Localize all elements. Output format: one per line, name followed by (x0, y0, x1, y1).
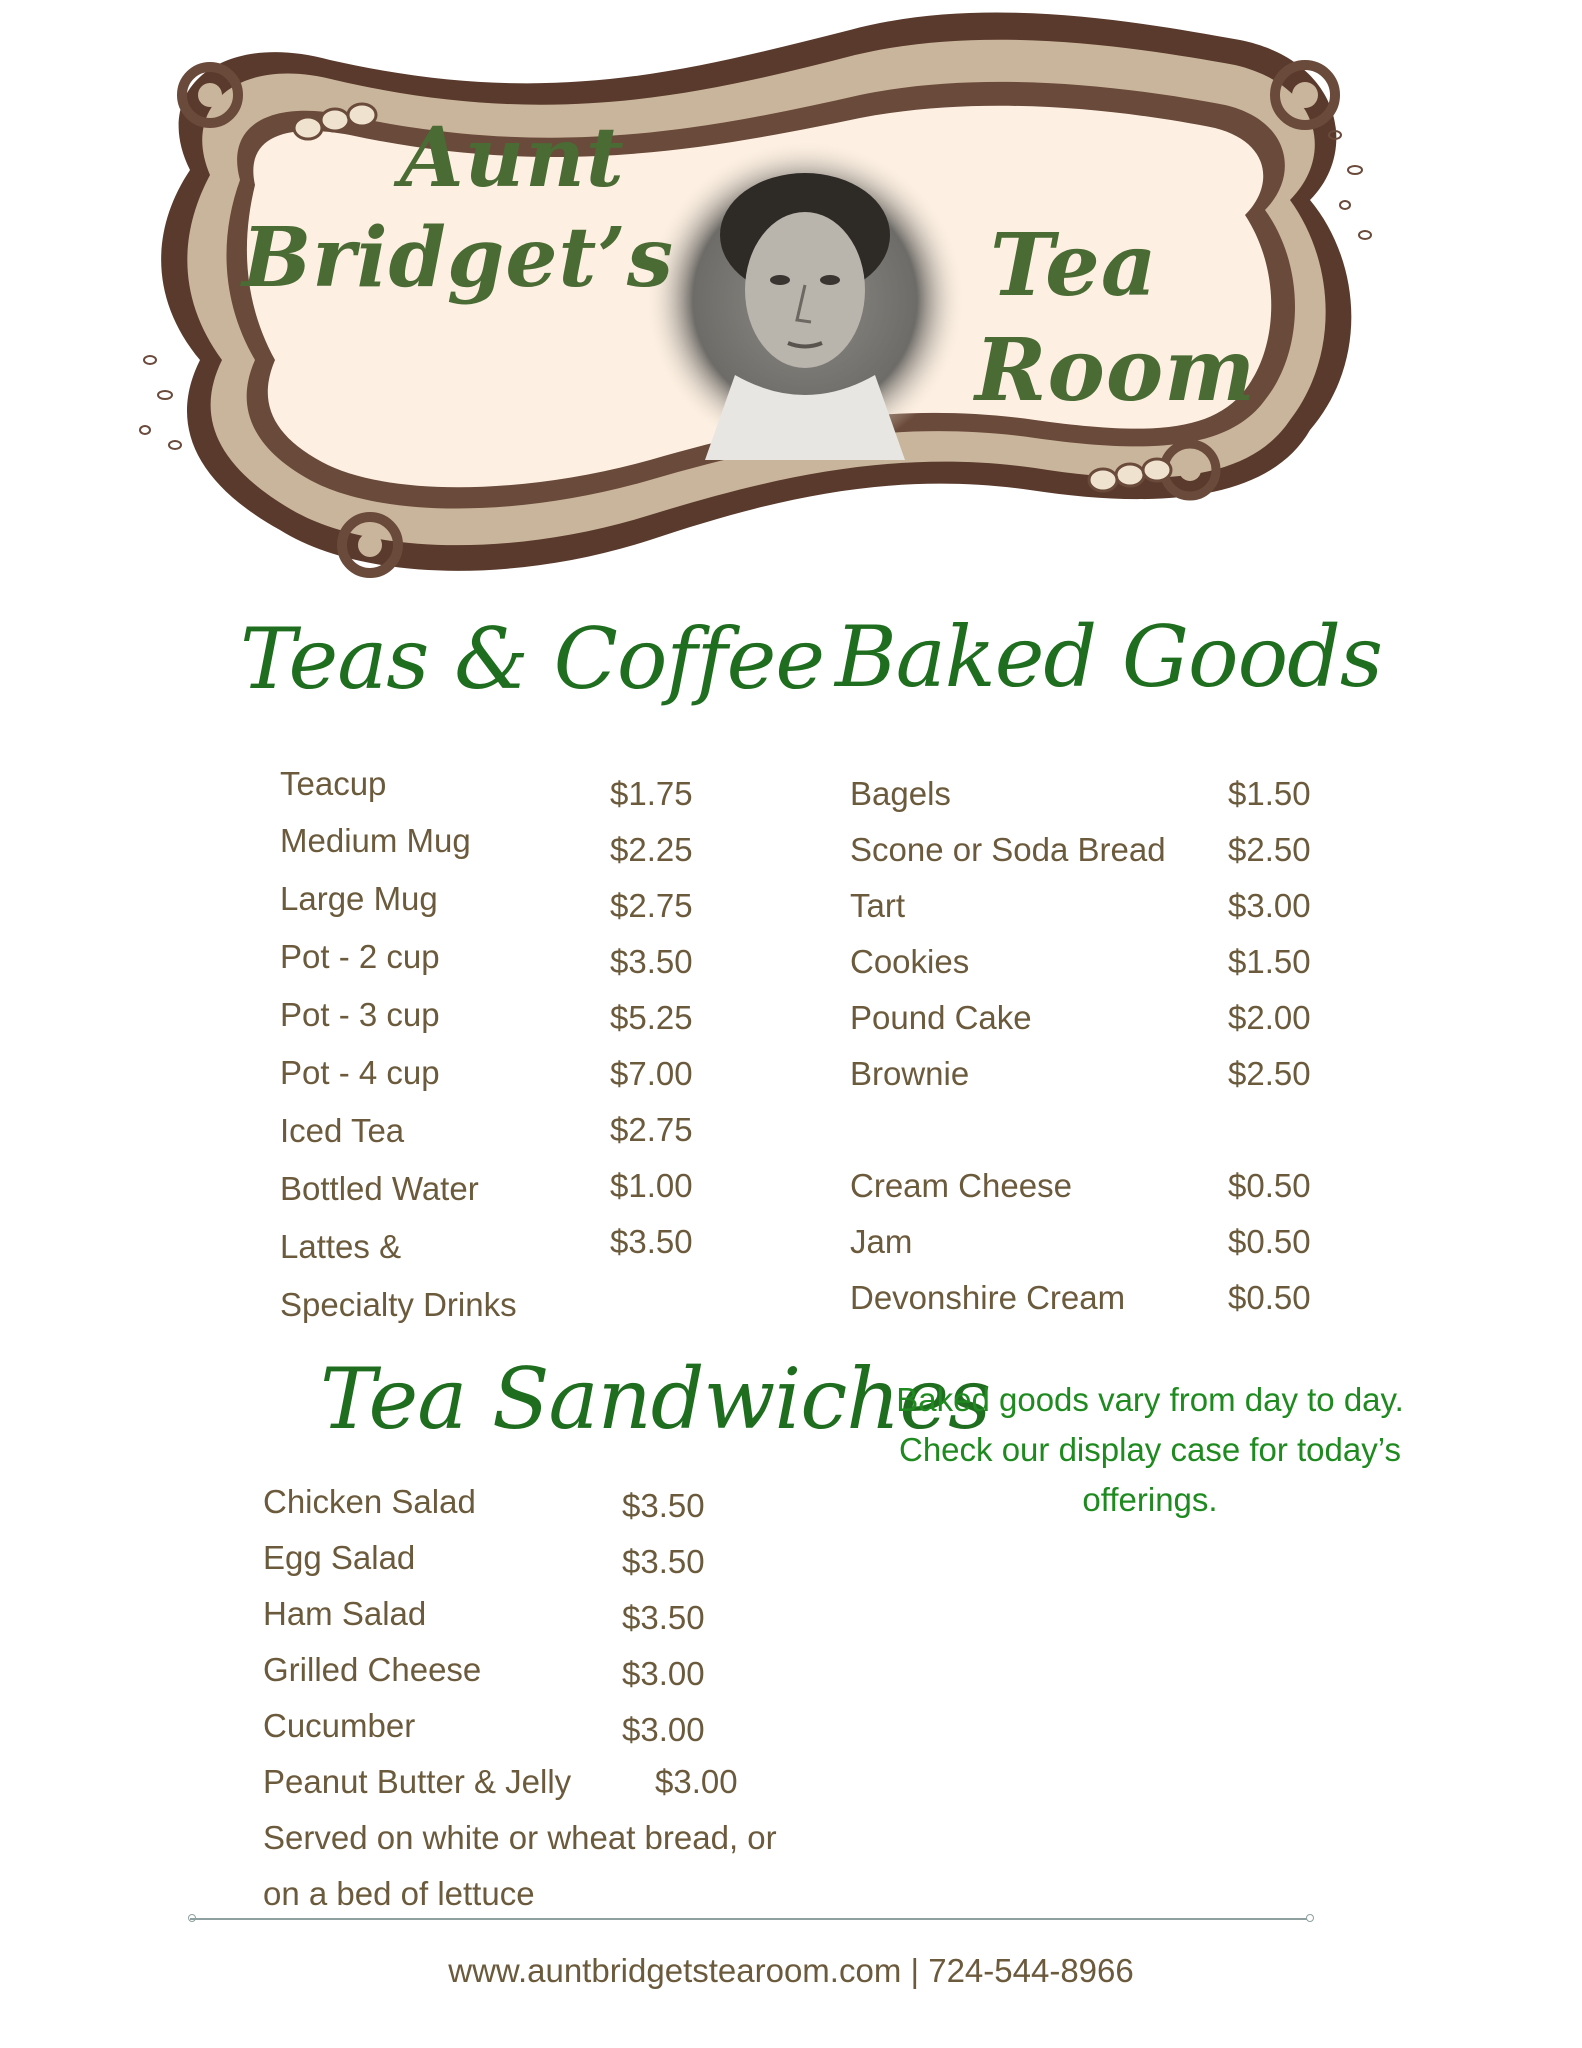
list-item-name: Pot - 3 cup (280, 996, 440, 1033)
list-item-price: $0.50 (1228, 1279, 1311, 1316)
list-item-name: Pound Cake (850, 999, 1032, 1036)
footer-contact: www.auntbridgetstearoom.com | 724-544-8966 (448, 1952, 1134, 1989)
list-item-price: $3.00 (655, 1763, 738, 1800)
list-item-price: $3.50 (610, 943, 693, 980)
list-item-name: Teacup (280, 765, 387, 802)
list-item-price: $3.50 (610, 1223, 693, 1260)
list-item-name: Cream Cheese (850, 1167, 1072, 1204)
list-item-price: $0.50 (1228, 1167, 1311, 1204)
title-aunt: Aunt (400, 110, 625, 206)
list-item-name: Bagels (850, 775, 951, 812)
list-item-price: $1.50 (1228, 775, 1311, 812)
note-line: Baked goods vary from day to day. (896, 1381, 1404, 1418)
list-item-name: Pot - 4 cup (280, 1054, 440, 1091)
list-item-name: Egg Salad (263, 1539, 416, 1576)
list-item-price: $1.75 (610, 775, 693, 812)
list-item-name: Chicken Salad (263, 1483, 476, 1520)
list-item-price: $3.00 (1228, 887, 1311, 924)
list-item-name: Large Mug (280, 880, 438, 917)
list-item-price: $2.50 (1228, 1055, 1311, 1092)
list-item-name: Cookies (850, 943, 970, 980)
list-item-price: $3.50 (622, 1543, 705, 1580)
list-item-price: $2.50 (1228, 831, 1311, 868)
heading-baked-goods: Baked Goods (835, 608, 1383, 706)
list-item-name: Grilled Cheese (263, 1651, 482, 1688)
served-note-line: Served on white or wheat bread, or (263, 1819, 777, 1856)
list-item-name: Peanut Butter & Jelly (263, 1763, 572, 1800)
list-item-name: Devonshire Cream (850, 1279, 1126, 1316)
list-item-name: Tart (850, 887, 906, 924)
list-item-name: Ham Salad (263, 1595, 427, 1632)
list-item-price: $0.50 (1228, 1223, 1311, 1260)
list-item-price: $3.50 (622, 1599, 705, 1636)
list-item-price: $2.75 (610, 887, 693, 924)
list-item-name: Scone or Soda Bread (850, 831, 1166, 868)
list-item-price: $3.50 (622, 1487, 705, 1524)
list-item-name: Cucumber (263, 1707, 416, 1744)
list-item-price: $5.25 (610, 999, 693, 1036)
header-banner (130, 0, 1380, 590)
footer-divider (190, 1918, 1310, 1920)
footer-rule-end (1306, 1914, 1314, 1922)
list-item-price: $2.00 (1228, 999, 1311, 1036)
heading-teas-coffee: Teas & Coffee (240, 610, 825, 708)
title-bridgets: Bridget’s (242, 210, 675, 306)
list-item-price: $2.75 (610, 1111, 693, 1148)
baked-goods-note (860, 1375, 1440, 1525)
note-line: offerings. (1082, 1481, 1218, 1518)
title-tea: Tea (990, 215, 1158, 316)
list-item-price: $2.25 (610, 831, 693, 868)
list-item-name: Iced Tea (280, 1112, 405, 1149)
note-line: Check our display case for today’s (899, 1431, 1401, 1468)
list-item-price: $7.00 (610, 1055, 693, 1092)
list-item-name: Lattes & (280, 1228, 402, 1265)
list-item-name: Pot - 2 cup (280, 938, 440, 975)
served-note-line: on a bed of lettuce (263, 1875, 535, 1912)
list-item-name: Bottled Water (280, 1170, 479, 1207)
list-item-price: $1.50 (1228, 943, 1311, 980)
list-item-price: $3.00 (622, 1711, 705, 1748)
portrait-photo (645, 140, 965, 460)
list-item-price: $1.00 (610, 1167, 693, 1204)
list-item-name: Specialty Drinks (280, 1286, 517, 1323)
heading-tea-sandwiches: Tea Sandwiches (320, 1350, 991, 1448)
list-item-name: Jam (850, 1223, 913, 1260)
list-item-name: Medium Mug (280, 822, 471, 859)
title-room: Room (975, 320, 1257, 421)
list-item-name: Brownie (850, 1055, 970, 1092)
list-item-price: $3.00 (622, 1655, 705, 1692)
